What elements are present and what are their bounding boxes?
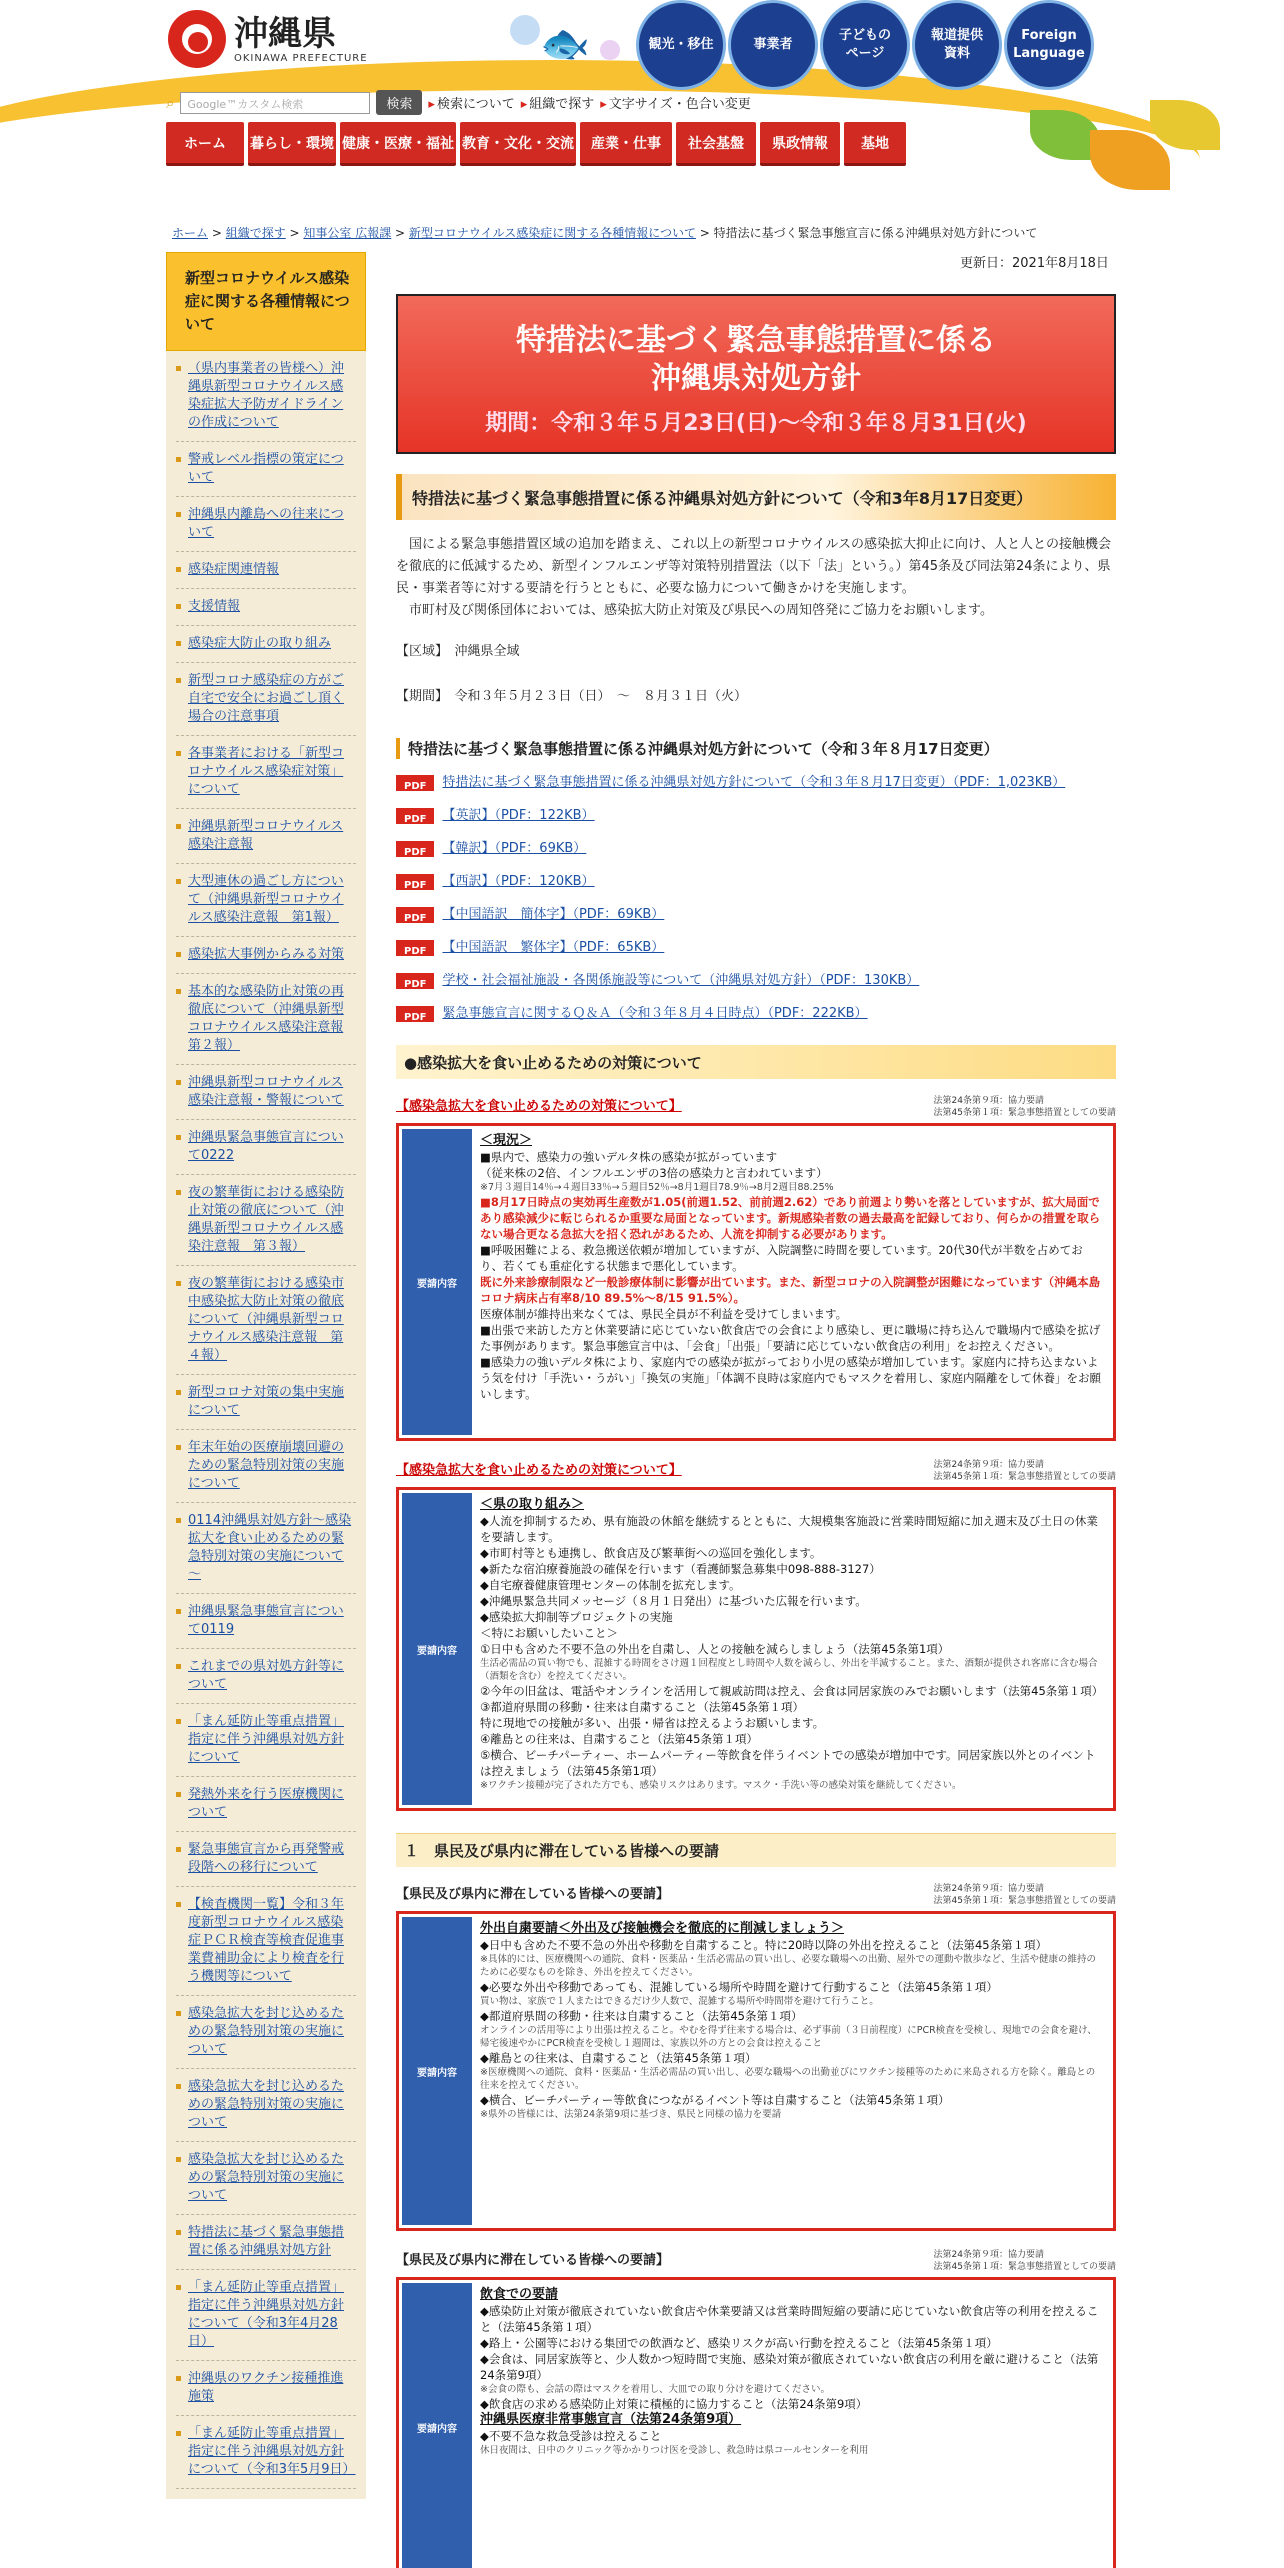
sidebar-item[interactable] — [176, 1175, 356, 1266]
pdf-link[interactable]: 【韓訳】（PDF：69KB） — [442, 841, 587, 856]
sidebar-link[interactable]: 沖縄県新型コロナウイルス感染注意報・警報について — [188, 1075, 344, 1108]
request-line: 買い物は、家族で１人またはできるだけ少人数で、混雑する場所や時間帯を避けて行うこと。 — [480, 1996, 879, 2007]
request-line: ◆不要不急な救急受診は控えること — [480, 2429, 662, 2443]
sidebar-item[interactable] — [176, 1649, 356, 1704]
request-line: ■感染力の強いデルタ株により、家庭内での感染が拡がっており小児の感染が増加しています。家庭内に持ち込まないよう気を付け「手洗い・うがい」「換気の実施」「体調不良時は家庭内でもマスクを着用し、家庭内隔離をして休養」をお願いします。 — [480, 1355, 1101, 1401]
sidebar-link[interactable]: 警戒レベル指標の策定について — [188, 452, 344, 485]
law-note: 法第24条第９項：協力要請 法第45条第１項：緊急事態措置としての要請 — [933, 1884, 1116, 1906]
sidebar-item[interactable] — [176, 626, 356, 663]
pdf-link[interactable]: 特措法に基づく緊急事態措置に係る沖縄県対処方針について（令和３年８月17日変更）（PDF：1,023KB） — [442, 775, 1066, 790]
sidebar-item[interactable] — [176, 442, 356, 497]
sidebar-link[interactable]: 沖縄県内離島への往来について — [188, 507, 344, 540]
area-label: 【区域】 — [396, 644, 442, 659]
pdf-item — [396, 806, 1116, 825]
org-search-link[interactable]: ▸ 組織で探す — [521, 93, 595, 112]
law-note: 法第24条第９項：協力要請 法第45条第１項：緊急事態措置としての要請 — [933, 1096, 1116, 1118]
request-line: ◆人流を抑制するため、県有施設の休館を継続するとともに、大規模集客施設に営業時間短縮に加え週末及び土日の休業を要請します。 — [480, 1514, 1098, 1544]
sidebar-link[interactable]: （県内事業者の皆様へ）沖縄県新型コロナウイルス感染症拡大予防ガイドラインの作成について — [188, 361, 345, 430]
sidebar-link[interactable]: 【検査機関一覧】令和３年度新型コロナウイルス感染症ＰＣＲ検査等検査促進事業費補助金により検査を行う機関等について — [188, 1897, 345, 1984]
bubble-icon — [600, 40, 620, 60]
request-line: ＜現況＞ — [480, 1133, 533, 1148]
sidebar-link[interactable]: 新型コロナ感染症の方がご自宅で安全にお過ごし頂く場合の注意事項 — [188, 673, 345, 724]
request-line: 生活必需品の買い物でも、混雑する時間をさけ週１回程度とし時間や人数を減らし、外出を半減すること。また、酒類が提供され客席に含む場合（酒類を含む）を控えてください。 — [480, 1658, 1098, 1682]
area-period — [396, 640, 1116, 704]
sidebar-item[interactable] — [176, 1996, 356, 2069]
sidebar-item[interactable] — [176, 552, 356, 589]
sidebar-item[interactable] — [176, 937, 356, 974]
font-size-link[interactable]: ▸ 文字サイズ・色合い変更 — [600, 93, 751, 112]
bubble-icon — [510, 15, 540, 45]
sidebar-item[interactable] — [176, 2270, 356, 2361]
search-help-link[interactable]: ▸ 検索について — [428, 93, 514, 112]
pdf-link[interactable]: 【西訳】（PDF：120KB） — [442, 874, 595, 889]
pdf-badge: PDF — [396, 874, 434, 890]
pref-name: 沖縄県 — [234, 13, 336, 54]
request-line: ◆路上・公園等における集団での飲酒など、感染リスクが高い行動を控えること（法第45条第１項） — [480, 2336, 998, 2350]
request-line: ◆会食は、同居家族等と、少人数かつ短時間で実施、感染対策が徹底されていない飲食店の利用を厳に避けること（法第24条第9項） — [480, 2352, 1099, 2382]
sidebar-link[interactable]: 大型連休の過ごし方について（沖縄県新型コロナウイルス感染注意報 第1報） — [188, 874, 344, 925]
request-line: ※医療機関への通院、食料・医薬品・生活必需品の買い出し、必要な職場への出勤並びにワクチン接種等のために来島される方を除く。離島との往来を控えてください。 — [480, 2067, 1096, 2091]
request-line: オンラインの活用等により出張は控えること。やむを得ず往来する場合は、必ず事前（３日前程度）にPCR検査を受検し、現地での会食を避け、帰宅後速やかにPCR検査を受検し１週間は、家族以外の方との会食は控えること — [480, 2025, 1097, 2049]
sidebar — [166, 252, 366, 2499]
breadcrumb-link[interactable]: 新型コロナウイルス感染症に関する各種情報について — [408, 226, 696, 240]
breadcrumb-current: 特措法に基づく緊急事態宣言に係る沖縄県対処方針について — [713, 226, 1038, 240]
site-logo[interactable] — [168, 10, 368, 68]
pdf-badge: PDF — [396, 808, 434, 824]
pdf-badge: PDF — [396, 940, 434, 956]
sidebar-item[interactable] — [176, 974, 356, 1065]
sidebar-item[interactable] — [176, 1120, 356, 1175]
box-title: 【感染急拡大を食い止めるための対策について】 — [396, 1463, 682, 1478]
request-label: 要請内容 — [402, 2283, 472, 2568]
sidebar-item[interactable] — [176, 2416, 356, 2489]
request-line: 飲食での要請 — [480, 2287, 559, 2302]
sidebar-item[interactable] — [176, 809, 356, 864]
request-box — [396, 2277, 1116, 2568]
banner-line1: 特措法に基づく緊急事態措置に係る — [516, 323, 996, 358]
pdf-badge: PDF — [396, 1006, 434, 1022]
measures-bar: ●感染拡大を食い止めるための対策について — [396, 1045, 1116, 1079]
sidebar-item[interactable] — [176, 1266, 356, 1375]
search-bar — [166, 90, 751, 115]
box-header — [396, 1883, 1116, 1907]
sidebar-link[interactable]: 「まん延防止等重点措置」指定に伴う沖縄県対処方針について（令和3年4月28日） — [188, 2280, 345, 2349]
request-line: ■県内で、感染力の強いデルタ株の感染が拡がっています — [480, 1150, 778, 1164]
circle-link-kids[interactable]: 子どもの ページ — [820, 0, 910, 90]
sidebar-link[interactable]: 年末年始の医療崩壊回避のための緊急特別対策の実施について — [188, 1440, 345, 1491]
request-box — [396, 1911, 1116, 2231]
intro-paragraph: 市町村及び関係団体においては、感染拡大防止対策及び県民への周知啓発にご協力をお願いします。 — [409, 603, 993, 618]
area-value: 沖縄県全域 — [454, 644, 520, 659]
sidebar-link[interactable]: 感染症関連情報 — [188, 562, 280, 577]
pdf-item — [396, 905, 1116, 924]
request-line: ◆新たな宿泊療養施設の確保を行います（看護師緊急募集中098-888-3127） — [480, 1562, 881, 1576]
sidebar-item[interactable] — [176, 1777, 356, 1832]
request-line: ◆必要な外出や移動であっても、混雑している場所や時間を避けて行動すること（法第45条第１項） — [480, 1980, 998, 1994]
pdf-list — [396, 773, 1116, 1023]
sidebar-link[interactable]: 「まん延防止等重点措置」指定に伴う沖縄県対処方針について（令和3年5月9日） — [188, 2426, 356, 2477]
sidebar-link[interactable]: 夜の繁華街における感染市中感染拡大防止対策の徹底について（沖縄県新型コロナウイルス感染注意報 第４報） — [188, 1276, 345, 1363]
section1-bar: １ 県民及び県内に滞在している皆様への要請 — [396, 1833, 1116, 1867]
breadcrumb-link[interactable]: 組織で探す — [225, 226, 286, 240]
period-value: 令和３年５月２３日（日） ～ ８月３１日（火） — [454, 689, 748, 704]
request-line: ※県外の皆様には、法第24条第9項に基づき、県民と同様の協力を要請 — [480, 2109, 782, 2120]
sidebar-link[interactable]: 沖縄県のワクチン接種推進施策 — [188, 2371, 344, 2404]
search-icon: ⌕ — [166, 93, 175, 112]
pdf-item — [396, 872, 1116, 891]
box-header — [396, 2249, 1116, 2273]
box-title: 【県民及び県内に滞在している皆様への要請】 — [396, 2253, 670, 2268]
sidebar-item[interactable] — [176, 1503, 356, 1594]
request-body — [472, 2283, 1110, 2568]
sidebar-item[interactable] — [176, 589, 356, 626]
request-line: ④離島との往来は、自粛すること（法第45条第１項） — [480, 1732, 758, 1746]
okinawa-emblem-icon — [168, 10, 226, 68]
circle-link-tourism[interactable]: 観光・移住 — [636, 0, 726, 90]
period-label: 【期間】 — [396, 689, 442, 704]
request-line: ※具体的には、医療機関への通院、食料・医薬品・生活必需品の買い出し、必要な職場への出勤、屋外での運動や散歩など、生活や健康の維持のために必要なものを除き、外出を控えてください。 — [480, 1954, 1096, 1978]
pdf-link[interactable]: 緊急事態宣言に関するＱ＆Ａ（令和３年８月４日時点）（PDF：222KB） — [442, 1006, 868, 1021]
sidebar-link[interactable]: 沖縄県緊急事態宣言について0222 — [188, 1130, 344, 1163]
sidebar-heading[interactable]: 新型コロナウイルス感染症に関する各種情報について — [166, 252, 366, 351]
pdf-link[interactable]: 【英訳】（PDF：122KB） — [442, 808, 595, 823]
request-line: ◆自宅療養健康管理センターの体制を拡充します。 — [480, 1578, 741, 1592]
request-label: 要請内容 — [402, 1917, 472, 2225]
request-line: ※ワクチン接種が完了された方でも、感染リスクはあります。マスク・手洗い等の感染対策を継続してください。 — [480, 1780, 962, 1791]
nav-govt[interactable]: 県政情報 — [760, 122, 840, 166]
search-input[interactable]: Google™カスタム検索 — [180, 92, 370, 114]
request-line: ②今年の旧盆は、電話やオンラインを活用して親戚訪問は控え、会食は同居家族のみでお願いします（法第45条第１項） — [480, 1684, 1104, 1698]
sidebar-item[interactable] — [176, 663, 356, 736]
sidebar-item[interactable] — [176, 351, 356, 442]
pdf-badge: PDF — [396, 775, 434, 791]
request-body — [472, 1493, 1110, 1805]
breadcrumb-link[interactable]: 知事公室 広報課 — [303, 226, 392, 240]
sidebar-link[interactable]: 感染急拡大を封じ込めるための緊急特別対策の実施について — [188, 2079, 345, 2130]
sidebar-link[interactable]: 新型コロナ対策の集中実施について — [188, 1385, 345, 1418]
request-line: （従来株の2倍、インフルエンザの3倍の感染力と言われています） — [480, 1166, 828, 1180]
pref-name-en: OKINAWA PREFECTURE — [234, 52, 368, 64]
circle-link-press[interactable]: 報道提供 資料 — [912, 0, 1002, 90]
breadcrumb: ホーム > 組織で探す > 知事公室 広報課 > 新型コロナウイルス感染症に関する各種情報について > 特措法に基づく緊急事態宣言に係る沖縄県対処方針について — [172, 226, 1038, 240]
request-line: 医療体制が維持出来なくては、県民全員が不利益を受けてしまいます。 — [480, 1307, 848, 1321]
sidebar-item[interactable] — [176, 736, 356, 809]
breadcrumb-link[interactable]: ホーム — [172, 226, 209, 240]
sidebar-link[interactable]: 特措法に基づく緊急事態措置に係る沖縄県対処方針 — [188, 2225, 345, 2258]
request-line: ⑤横合、ビーチパーティー、ホームパーティー等飲食を伴うイベントでの感染が増加中です。同居家族以外とのイベントは控えましょう（法第45条第1項） — [480, 1748, 1096, 1778]
title-banner — [396, 294, 1116, 454]
sidebar-link[interactable]: 緊急事態宣言から再発警戒段階への移行について — [188, 1842, 345, 1875]
sidebar-link[interactable]: 支援情報 — [188, 599, 241, 614]
sidebar-item[interactable] — [176, 1065, 356, 1120]
sidebar-link[interactable]: 感染拡大事例からみる対策 — [188, 947, 345, 962]
sidebar-link[interactable]: 沖縄県緊急事態宣言について0119 — [188, 1604, 344, 1637]
request-line: 既に外来診療制限など一般診療体制に影響が出ています。また、新型コロナの入院調整が困難になっています（沖縄本島コロナ病床占有率8/10 89.5%～8/15 91.5%）。 — [480, 1275, 1101, 1305]
global-nav — [166, 122, 906, 166]
circle-link-business[interactable]: 事業者 — [728, 0, 818, 90]
request-line: ※会食の際も、会話の際はマスクを着用し、大皿での取り分けを避けてください。 — [480, 2384, 830, 2395]
pdf-badge: PDF — [396, 907, 434, 923]
request-line: 外出自粛要請＜外出及び接触機会を徹底的に削減しましょう＞ — [480, 1921, 845, 1936]
leaf-decoration-icon — [1030, 100, 1230, 220]
request-line: ※7月３週目14％→４週目33％→５週目52％→8月1週目78.9％→8月2週目88.25% — [480, 1182, 834, 1193]
nav-education[interactable]: 教育・文化・交流 — [460, 122, 576, 166]
sidebar-link[interactable]: これまでの県対処方針等について — [188, 1659, 345, 1692]
box-title: 【感染急拡大を食い止めるための対策について】 — [396, 1099, 682, 1114]
sidebar-link[interactable]: 夜の繁華街における感染防止対策の徹底について（沖縄県新型コロナウイルス感染注意報 第３報） — [188, 1185, 345, 1254]
fish-icon: 🐟 — [540, 21, 590, 67]
sidebar-item[interactable] — [176, 2069, 356, 2142]
nav-infra[interactable]: 社会基盤 — [676, 122, 756, 166]
search-button[interactable]: 検索 — [376, 90, 422, 115]
request-line: ＜県の取り組み＞ — [480, 1497, 585, 1512]
updated-date: 更新日：2021年8月18日 — [960, 256, 1109, 271]
pdf-item — [396, 1004, 1116, 1023]
request-line: ◆市町村等とも連携し、飲食店及び繁華街への巡回を強化します。 — [480, 1546, 822, 1560]
sidebar-item[interactable] — [176, 2215, 356, 2270]
nav-health[interactable]: 健康・医療・福祉 — [340, 122, 456, 166]
sidebar-link[interactable]: 感染急拡大を封じ込めるための緊急特別対策の実施について — [188, 2152, 345, 2203]
request-line: ◆飲食店の求める感染防止対策に積極的に協力すること（法第24条第9項） — [480, 2397, 868, 2411]
request-line: ■8月17日時点の実効再生産数が1.05(前週1.52、前前週2.62）であり前週より勢いを落としていますが、拡大局面であり感染減少に転じられるか重要な局面となっています。新規感染者数の過去最高を記録しており、何らかの措置を取らない場合更なる急拡大を招く恐れがあるため、人流を抑制する必要があります。 — [480, 1195, 1101, 1241]
request-body — [472, 1129, 1110, 1435]
sidebar-link[interactable]: 沖縄県新型コロナウイルス感染注意報 — [188, 819, 344, 852]
nav-industry[interactable]: 産業・仕事 — [580, 122, 672, 166]
pdf-item — [396, 938, 1116, 957]
sidebar-link[interactable]: 基本的な感染防止対策の再徹底について（沖縄県新型コロナウイルス感染注意報第２報） — [188, 984, 345, 1053]
nav-home[interactable]: ホーム — [166, 122, 244, 166]
law-note: 法第24条第９項：協力要請 法第45条第１項：緊急事態措置としての要請 — [933, 2250, 1116, 2272]
request-box — [396, 1123, 1116, 1441]
nav-base[interactable]: 基地 — [844, 122, 906, 166]
docs-title: 特措法に基づく緊急事態措置に係る沖縄県対処方針について（令和３年８月17日変更） — [396, 738, 1116, 759]
banner-line2: 沖縄県対処方針 — [651, 361, 861, 396]
sidebar-item[interactable] — [176, 1594, 356, 1649]
box-header — [396, 1095, 1116, 1119]
request-line: ◆感染拡大抑制等プロジェクトの実施 — [480, 1610, 673, 1624]
sidebar-item[interactable] — [176, 1430, 356, 1503]
request-label: 要請内容 — [402, 1493, 472, 1805]
sidebar-item[interactable] — [176, 2361, 356, 2416]
request-box — [396, 1487, 1116, 1811]
request-line: 休日夜間は、日中のクリニック等かかりつけ医を受診し、救急時は県コールセンターを利用 — [480, 2445, 869, 2456]
request-line: 特に現地での接触が多い、出張・帰省は控えるようお願いします。 — [480, 1716, 825, 1730]
sidebar-item[interactable] — [176, 1832, 356, 1887]
box-header — [396, 1459, 1116, 1483]
sidebar-link[interactable]: 各事業者における「新型コロナウイルス感染症対策」について — [188, 746, 345, 797]
site-header — [0, 0, 1284, 230]
circle-link-foreign[interactable]: Foreign Language — [1004, 0, 1094, 90]
pdf-link[interactable]: 【中国語訳 簡体字】（PDF：69KB） — [442, 907, 665, 922]
pdf-link[interactable]: 【中国語訳 繁体字】（PDF：65KB） — [442, 940, 665, 955]
pdf-badge: PDF — [396, 841, 434, 857]
pdf-item — [396, 773, 1116, 792]
request-line: ◆離島との往来は、自粛すること（法第45条第１項） — [480, 2051, 757, 2065]
request-line: ①日中も含めた不要不急の外出を自粛し、人との接触を減らしましょう（法第45条第1項） — [480, 1642, 950, 1656]
main-content — [396, 294, 1116, 2568]
sidebar-link[interactable]: 感染急拡大を封じ込めるための緊急特別対策の実施について — [188, 2006, 345, 2057]
request-line: ■出張で来訪した方と休業要請に応じていない飲食店での会食により感染し、更に職場に持ち込んで職場内で感染を拡げた事例があります。緊急事態宣言中は、「会食」「出張」「要請に応じていない飲食店の利用」をお控えください。 — [480, 1323, 1101, 1353]
pdf-item — [396, 971, 1116, 990]
sidebar-item[interactable] — [176, 864, 356, 937]
sidebar-link[interactable]: 0114沖縄県対処方針～感染拡大を食い止めるための緊急特別対策の実施について～ — [188, 1513, 352, 1582]
request-line: 沖縄県医療非常事態宣言（法第24条第9項） — [480, 2412, 742, 2427]
request-label: 要請内容 — [402, 1129, 472, 1435]
box-title: 【県民及び県内に滞在している皆様への要請】 — [396, 1887, 670, 1902]
request-line: ■呼吸困難による、救急搬送依頼が増加していますが、入院調整に時間を要しています。20代30代が半数を占めており、若くても重症化する状態まで悪化しています。 — [480, 1243, 1083, 1273]
intro-paragraph: 国による緊急事態措置区域の追加を踏まえ、これ以上の新型コロナウイルスの感染拡大抑止に向け、人と人との接触機会を徹底的に低減するため、新型インフルエンザ等対策特別措置法（以下「法」という。）第45条及び同法第24条により、県民・事業者等に対する要請を行うとともに、必要な協力について働きかけを実施します。 — [396, 537, 1112, 596]
request-line: ◆感染防止対策が徹底されていない飲食店や休業要請又は営業時間短縮の要請に応じていない飲食店等の利用を控えること（法第45条第１項） — [480, 2304, 1099, 2334]
sidebar-item[interactable] — [176, 1375, 356, 1430]
request-line: ＜特にお願いしたいこと＞ — [480, 1626, 618, 1640]
sidebar-item[interactable] — [176, 2142, 356, 2215]
sidebar-item[interactable] — [176, 1887, 356, 1996]
request-line: ◆横合、ビーチパーティー等飲食につながるイベント等は自粛すること（法第45条第１項） — [480, 2093, 950, 2107]
pdf-link[interactable]: 学校・社会福祉施設・各関係施設等について（沖縄県対処方針）（PDF：130KB） — [442, 973, 920, 988]
law-note: 法第24条第９項：協力要請 法第45条第１項：緊急事態措置としての要請 — [933, 1460, 1116, 1482]
sidebar-item[interactable] — [176, 1704, 356, 1777]
sidebar-link[interactable]: 「まん延防止等重点措置」指定に伴う沖縄県対処方針について — [188, 1714, 345, 1765]
request-body — [472, 1917, 1110, 2225]
request-line: ◆都道府県間の移動・往来は自粛すること（法第45条第１項） — [480, 2009, 803, 2023]
pdf-item — [396, 839, 1116, 858]
pdf-badge: PDF — [396, 973, 434, 989]
sidebar-list — [166, 351, 366, 2489]
sidebar-link[interactable]: 感染症大防止の取り組み — [188, 636, 332, 651]
sidebar-link[interactable]: 発熱外来を行う医療機関について — [188, 1787, 345, 1820]
section-title: 特措法に基づく緊急事態措置に係る沖縄県対処方針について（令和3年8月17日変更） — [396, 474, 1116, 520]
banner-period: 期間：令和３年５月23日(日)～令和３年８月31日(火) — [485, 411, 1027, 436]
request-line: ◆沖縄県緊急共同メッセージ（８月１日発出）に基づいた広報を行います。 — [480, 1594, 867, 1608]
nav-living[interactable]: 暮らし・環境 — [248, 122, 336, 166]
request-line: ③都道府県間の移動・往来は自粛すること（法第45条第１項） — [480, 1700, 804, 1714]
sidebar-item[interactable] — [176, 497, 356, 552]
request-line: ◆日中も含めた不要不急の外出や移動を自粛すること。特に20時以降の外出を控えること（法第45条第１項） — [480, 1938, 1048, 1952]
